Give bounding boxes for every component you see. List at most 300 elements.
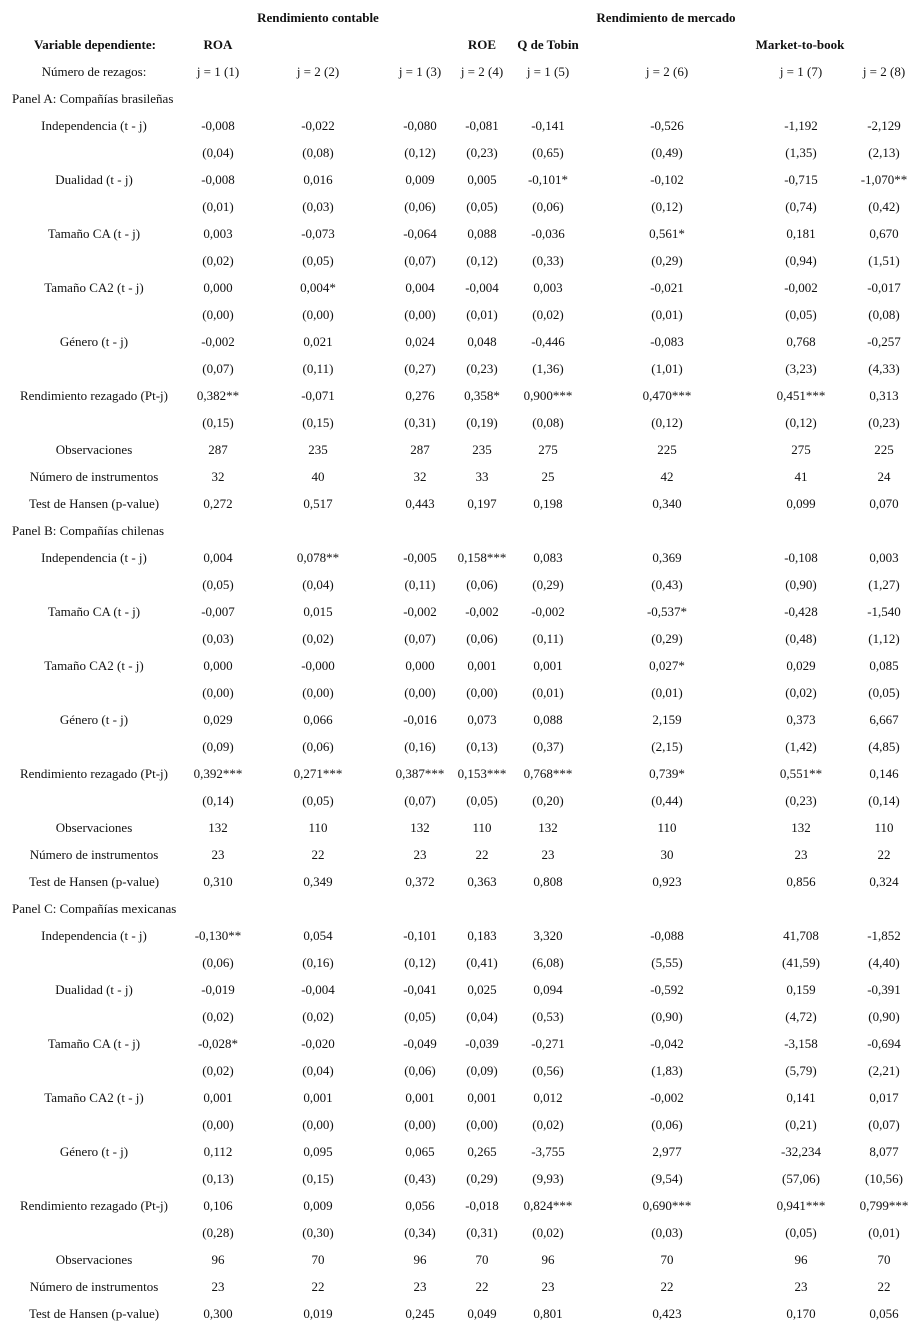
table-cell: 25 [541, 469, 555, 484]
table-cell: 22 [311, 847, 325, 862]
table-cell: 0,372 [405, 874, 435, 889]
table-row [0, 1003, 919, 1030]
table-cell: (0,01) [532, 685, 564, 700]
row-label: Observaciones [55, 820, 133, 835]
table-cell: (9,54) [651, 1171, 683, 1186]
table-cell: 0,015 [303, 604, 333, 619]
table-cell: 22 [475, 847, 489, 862]
table-cell: -0,391 [867, 982, 901, 997]
table-cell: -0,088 [650, 928, 684, 943]
table-cell: (0,05) [868, 685, 900, 700]
table-cell: 3,320 [533, 928, 563, 943]
table-cell: (0,06) [532, 199, 564, 214]
table-row [0, 301, 919, 328]
table-cell: -0,002 [465, 604, 499, 619]
row-label: Independencia (t - j) [41, 550, 147, 565]
table-row [0, 112, 919, 139]
table-cell: 0,056 [405, 1198, 435, 1213]
table-cell: (0,07) [404, 631, 436, 646]
table-cell: (2,13) [868, 145, 900, 160]
table-cell: -0,715 [784, 172, 818, 187]
table-cell: 0,078** [296, 550, 340, 565]
table-row [0, 868, 919, 895]
table-cell: -0,042 [650, 1036, 684, 1051]
table-cell: 0,009 [405, 172, 435, 187]
table-cell: 0,923 [652, 874, 682, 889]
table-cell: 70 [660, 1252, 674, 1267]
table-cell: (0,94) [785, 253, 817, 268]
table-row [0, 1165, 919, 1192]
table-cell: (0,04) [466, 1009, 498, 1024]
table-cell: -0,102 [650, 172, 684, 187]
table-cell: (1,36) [532, 361, 564, 376]
dep-roe: ROE [467, 37, 497, 52]
table-cell: (0,03) [202, 631, 234, 646]
table-cell: 287 [410, 442, 430, 457]
table-cell: 22 [877, 847, 891, 862]
row-label: Rendimiento rezagado (Pt-j) [19, 766, 168, 781]
table-cell: 23 [794, 1279, 808, 1294]
table-cell: 0,066 [303, 712, 333, 727]
table-cell: 0,363 [467, 874, 497, 889]
table-cell: -0,537* [646, 604, 688, 619]
table-cell: 0,016 [303, 172, 333, 187]
table-cell: (0,15) [302, 415, 334, 430]
row-label: Género (t - j) [59, 712, 129, 727]
table-cell: 0,768*** [523, 766, 573, 781]
table-cell: -0,022 [301, 118, 335, 133]
table-cell: 275 [538, 442, 558, 457]
table-cell: (0,23) [868, 415, 900, 430]
row-label: Tamaño CA2 (t - j) [44, 1090, 144, 1105]
table-cell: 0,003 [533, 280, 563, 295]
table-row [0, 355, 919, 382]
table-cell: (0,12) [404, 955, 436, 970]
table-cell: 23 [211, 847, 225, 862]
lag-col-6: j = 2 (6) [645, 64, 689, 79]
table-cell: (5,79) [785, 1063, 817, 1078]
table-cell: 110 [874, 820, 894, 835]
table-cell: -0,005 [403, 550, 437, 565]
table-cell: 8,077 [869, 1144, 899, 1159]
table-cell: 110 [657, 820, 677, 835]
table-cell: (0,00) [202, 1117, 234, 1132]
table-cell: (0,01) [868, 1225, 900, 1240]
table-cell: (0,06) [651, 1117, 683, 1132]
table-cell: 0,027* [649, 658, 685, 673]
table-cell: 0,021 [303, 334, 333, 349]
table-cell: (0,04) [302, 577, 334, 592]
table-cell: 235 [308, 442, 328, 457]
table-cell: (0,02) [302, 631, 334, 646]
table-row [0, 625, 919, 652]
table-cell: (0,74) [785, 199, 817, 214]
table-cell: 0,004* [300, 280, 336, 295]
table-cell: 0,003 [869, 550, 899, 565]
table-cell: 22 [475, 1279, 489, 1294]
table-row [0, 220, 919, 247]
table-cell: 0,799*** [859, 1198, 909, 1213]
table-cell: (0,02) [202, 1009, 234, 1024]
table-cell: 0,392*** [193, 766, 243, 781]
table-cell: (0,20) [532, 793, 564, 808]
table-row [0, 463, 919, 490]
table-cell: 70 [475, 1252, 489, 1267]
table-cell: (0,12) [651, 199, 683, 214]
table-cell: -0,130** [194, 928, 242, 943]
table-cell: 132 [791, 820, 811, 835]
table-cell: 0,083 [533, 550, 563, 565]
table-cell: (0,07) [202, 361, 234, 376]
table-cell: (0,37) [532, 739, 564, 754]
table-cell: 0,739* [649, 766, 685, 781]
table-cell: 110 [308, 820, 328, 835]
table-cell: 0,690*** [642, 1198, 692, 1213]
table-cell: (0,02) [785, 685, 817, 700]
table-cell: 0,009 [303, 1198, 333, 1213]
table-cell: 0,265 [467, 1144, 497, 1159]
table-cell: (0,08) [302, 145, 334, 160]
table-cell: (0,29) [532, 577, 564, 592]
table-cell: 0,073 [467, 712, 497, 727]
table-cell: -0,101* [527, 172, 569, 187]
table-cell: (0,23) [785, 793, 817, 808]
table-cell: (0,41) [466, 955, 498, 970]
panel-title: Panel A: Compañías brasileñas [12, 91, 174, 106]
table-cell: (0,07) [404, 253, 436, 268]
table-row [0, 436, 919, 463]
table-cell: 110 [472, 820, 492, 835]
table-cell: -3,158 [784, 1036, 818, 1051]
row-label: Rendimiento rezagado (Pt-j) [19, 388, 168, 403]
table-cell: -0,083 [650, 334, 684, 349]
panel-title-row [0, 517, 919, 544]
table-cell: (0,06) [466, 631, 498, 646]
table-cell: 6,667 [869, 712, 899, 727]
table-cell: (0,04) [202, 145, 234, 160]
table-cell: 0,198 [533, 496, 563, 511]
table-cell: (0,02) [202, 253, 234, 268]
table-cell: 0,070 [869, 496, 899, 511]
table-cell: (0,04) [302, 1063, 334, 1078]
table-cell: 0,276 [405, 388, 435, 403]
table-cell: -0,101 [403, 928, 437, 943]
table-cell: (0,06) [466, 577, 498, 592]
dependent-variable-row [0, 31, 919, 58]
table-cell: 0,670 [869, 226, 899, 241]
table-cell: (0,13) [466, 739, 498, 754]
table-cell: -0,073 [301, 226, 335, 241]
table-cell: 0,183 [467, 928, 497, 943]
table-cell: (0,05) [785, 307, 817, 322]
table-cell: (0,06) [404, 199, 436, 214]
table-cell: (0,02) [202, 1063, 234, 1078]
table-cell: (2,15) [651, 739, 683, 754]
table-cell: 0,941*** [776, 1198, 826, 1213]
table-cell: (3,23) [785, 361, 817, 376]
table-cell: (0,29) [466, 1171, 498, 1186]
panel-title: Panel C: Compañías mexicanas [12, 901, 177, 916]
table-cell: -0,080 [403, 118, 437, 133]
table-cell: 0,369 [652, 550, 682, 565]
row-label: Observaciones [55, 442, 133, 457]
table-cell: 0,313 [869, 388, 899, 403]
table-cell: (0,01) [202, 199, 234, 214]
table-row [0, 139, 919, 166]
table-cell: (0,43) [404, 1171, 436, 1186]
table-cell: (0,13) [202, 1171, 234, 1186]
table-cell: -0,021 [650, 280, 684, 295]
table-row [0, 1300, 919, 1327]
table-cell: 0,001 [203, 1090, 233, 1105]
table-cell: (1,27) [868, 577, 900, 592]
table-cell: (0,14) [202, 793, 234, 808]
table-cell: (0,06) [404, 1063, 436, 1078]
table-cell: (4,72) [785, 1009, 817, 1024]
table-cell: (0,07) [868, 1117, 900, 1132]
table-cell: 70 [877, 1252, 891, 1267]
table-cell: (0,12) [404, 145, 436, 160]
row-label: Independencia (t - j) [41, 118, 147, 133]
table-cell: (1,35) [785, 145, 817, 160]
table-cell: 23 [413, 847, 427, 862]
table-row [0, 598, 919, 625]
group-header-market: Rendimiento de mercado [596, 10, 736, 25]
table-cell: (4,85) [868, 739, 900, 754]
table-cell: 33 [475, 469, 489, 484]
table-cell: 22 [877, 1279, 891, 1294]
table-cell: 32 [211, 469, 225, 484]
table-cell: -0,108 [784, 550, 818, 565]
table-cell: (0,05) [466, 199, 498, 214]
table-cell: -0,039 [465, 1036, 499, 1051]
table-cell: 0,012 [533, 1090, 563, 1105]
row-label: Dualidad (t - j) [55, 172, 133, 187]
table-cell: 0,358* [464, 388, 500, 403]
table-cell: 132 [410, 820, 430, 835]
table-cell: 0,856 [786, 874, 816, 889]
table-cell: -0,000 [301, 658, 335, 673]
table-cell: 235 [472, 442, 492, 457]
table-cell: (0,56) [532, 1063, 564, 1078]
table-cell: (0,00) [302, 307, 334, 322]
table-cell: 132 [538, 820, 558, 835]
table-cell: -0,526 [650, 118, 684, 133]
table-cell: (0,08) [532, 415, 564, 430]
table-cell: 0,001 [303, 1090, 333, 1105]
table-cell: -0,002 [531, 604, 565, 619]
table-cell: -0,004 [301, 982, 335, 997]
table-row [0, 706, 919, 733]
table-cell: 0,001 [533, 658, 563, 673]
table-cell: -0,041 [403, 982, 437, 997]
table-cell: -0,081 [465, 118, 499, 133]
table-cell: -0,017 [867, 280, 901, 295]
table-cell: 0,561* [649, 226, 685, 241]
table-row [0, 166, 919, 193]
table-cell: 23 [413, 1279, 427, 1294]
table-cell: (0,00) [302, 685, 334, 700]
table-row [0, 949, 919, 976]
table-cell: 0,000 [203, 280, 233, 295]
table-cell: 0,517 [303, 496, 333, 511]
table-cell: 0,158*** [457, 550, 507, 565]
table-cell: -0,002 [403, 604, 437, 619]
table-row [0, 1192, 919, 1219]
table-cell: 22 [311, 1279, 325, 1294]
table-row [0, 1111, 919, 1138]
table-cell: -0,008 [201, 118, 235, 133]
table-cell: 0,551** [779, 766, 823, 781]
table-cell: (0,31) [466, 1225, 498, 1240]
table-cell: (0,05) [404, 1009, 436, 1024]
table-cell: 0,141 [786, 1090, 816, 1105]
table-cell: (0,00) [466, 1117, 498, 1132]
table-row [0, 382, 919, 409]
table-cell: (0,02) [302, 1009, 334, 1024]
table-cell: (0,05) [785, 1225, 817, 1240]
table-cell: (0,27) [404, 361, 436, 376]
table-cell: (4,33) [868, 361, 900, 376]
row-label: Test de Hansen (p-value) [28, 874, 160, 889]
table-cell: 70 [311, 1252, 325, 1267]
table-cell: (0,14) [868, 793, 900, 808]
dep-market-to-book: Market-to-book [755, 37, 845, 52]
table-cell: 42 [660, 469, 674, 484]
table-row [0, 841, 919, 868]
table-cell: -0,141 [531, 118, 565, 133]
row-label: Número de instrumentos [29, 847, 159, 862]
table-cell: (0,15) [302, 1171, 334, 1186]
table-cell: (0,00) [404, 307, 436, 322]
table-cell: 0,001 [467, 658, 497, 673]
table-cell: 23 [794, 847, 808, 862]
table-cell: 0,808 [533, 874, 563, 889]
table-cell: (1,12) [868, 631, 900, 646]
table-cell: 0,056 [869, 1306, 899, 1321]
table-cell: (0,05) [302, 253, 334, 268]
table-cell: 0,159 [786, 982, 816, 997]
table-cell: (6,08) [532, 955, 564, 970]
table-cell: 22 [660, 1279, 674, 1294]
table-cell: (0,01) [651, 307, 683, 322]
table-cell: 0,029 [786, 658, 816, 673]
table-cell: (0,48) [785, 631, 817, 646]
table-cell: 0,048 [467, 334, 497, 349]
row-label: Tamaño CA2 (t - j) [44, 280, 144, 295]
table-cell: 0,423 [652, 1306, 682, 1321]
lag-col-1: j = 1 (1) [196, 64, 240, 79]
table-cell: 2,977 [652, 1144, 682, 1159]
table-row [0, 814, 919, 841]
table-cell: 0,245 [405, 1306, 435, 1321]
table-cell: 23 [541, 1279, 555, 1294]
table-cell: -0,064 [403, 226, 437, 241]
table-cell: 0,387*** [395, 766, 445, 781]
group-header-accounting: Rendimiento contable [257, 10, 379, 25]
table-cell: (0,00) [466, 685, 498, 700]
row-label: Número de instrumentos [29, 1279, 159, 1294]
table-cell: 0,324 [869, 874, 899, 889]
table-cell: (0,90) [868, 1009, 900, 1024]
table-row [0, 409, 919, 436]
table-cell: (0,08) [868, 307, 900, 322]
table-cell: 0,065 [405, 1144, 435, 1159]
table-cell: 0,003 [203, 226, 233, 241]
table-cell: (0,05) [302, 793, 334, 808]
table-cell: 275 [791, 442, 811, 457]
table-row [0, 1273, 919, 1300]
table-cell: 0,004 [203, 550, 233, 565]
table-cell: (0,02) [532, 1117, 564, 1132]
lag-col-7: j = 1 (7) [779, 64, 823, 79]
table-cell: (4,40) [868, 955, 900, 970]
table-cell: 225 [874, 442, 894, 457]
lag-col-3: j = 1 (3) [398, 64, 442, 79]
table-cell: 0,094 [533, 982, 563, 997]
table-cell: (0,21) [785, 1117, 817, 1132]
table-cell: 0,146 [869, 766, 899, 781]
table-cell: 96 [413, 1252, 427, 1267]
table-cell: (0,02) [532, 307, 564, 322]
table-cell: 96 [541, 1252, 555, 1267]
row-label: Test de Hansen (p-value) [28, 496, 160, 511]
table-cell: (0,16) [404, 739, 436, 754]
table-cell: (0,16) [302, 955, 334, 970]
row-label: Número de instrumentos [29, 469, 159, 484]
lags-label: Número de rezagos: [41, 64, 147, 79]
table-cell: 0,095 [303, 1144, 333, 1159]
table-row [0, 1246, 919, 1273]
table-row [0, 760, 919, 787]
table-row [0, 571, 919, 598]
table-cell: 0,310 [203, 874, 233, 889]
table-cell: (41,59) [782, 955, 820, 970]
table-cell: (0,03) [302, 199, 334, 214]
table-cell: 225 [657, 442, 677, 457]
table-cell: (0,29) [651, 253, 683, 268]
row-label: Independencia (t - j) [41, 928, 147, 943]
table-cell: -0,036 [531, 226, 565, 241]
table-row [0, 544, 919, 571]
table-cell: -32,234 [780, 1144, 822, 1159]
table-cell: 0,451*** [776, 388, 826, 403]
table-cell: 132 [208, 820, 228, 835]
table-cell: (0,01) [466, 307, 498, 322]
table-cell: -0,007 [201, 604, 235, 619]
table-cell: 0,197 [467, 496, 497, 511]
table-row [0, 1030, 919, 1057]
lag-col-5: j = 1 (5) [526, 64, 570, 79]
panel-title-row [0, 85, 919, 112]
table-cell: -0,071 [301, 388, 335, 403]
table-cell: 0,824*** [523, 1198, 573, 1213]
table-cell: 0,768 [786, 334, 816, 349]
table-cell: (0,43) [651, 577, 683, 592]
row-label: Género (t - j) [59, 334, 129, 349]
table-cell: (0,19) [466, 415, 498, 430]
table-cell: 0,106 [203, 1198, 233, 1213]
table-cell: (0,29) [651, 631, 683, 646]
table-cell: 0,340 [652, 496, 682, 511]
table-cell: -0,428 [784, 604, 818, 619]
table-row [0, 1057, 919, 1084]
table-cell: (0,11) [302, 361, 334, 376]
table-cell: (0,49) [651, 145, 683, 160]
table-row [0, 490, 919, 517]
table-cell: 0,443 [405, 496, 435, 511]
table-cell: (0,05) [202, 577, 234, 592]
